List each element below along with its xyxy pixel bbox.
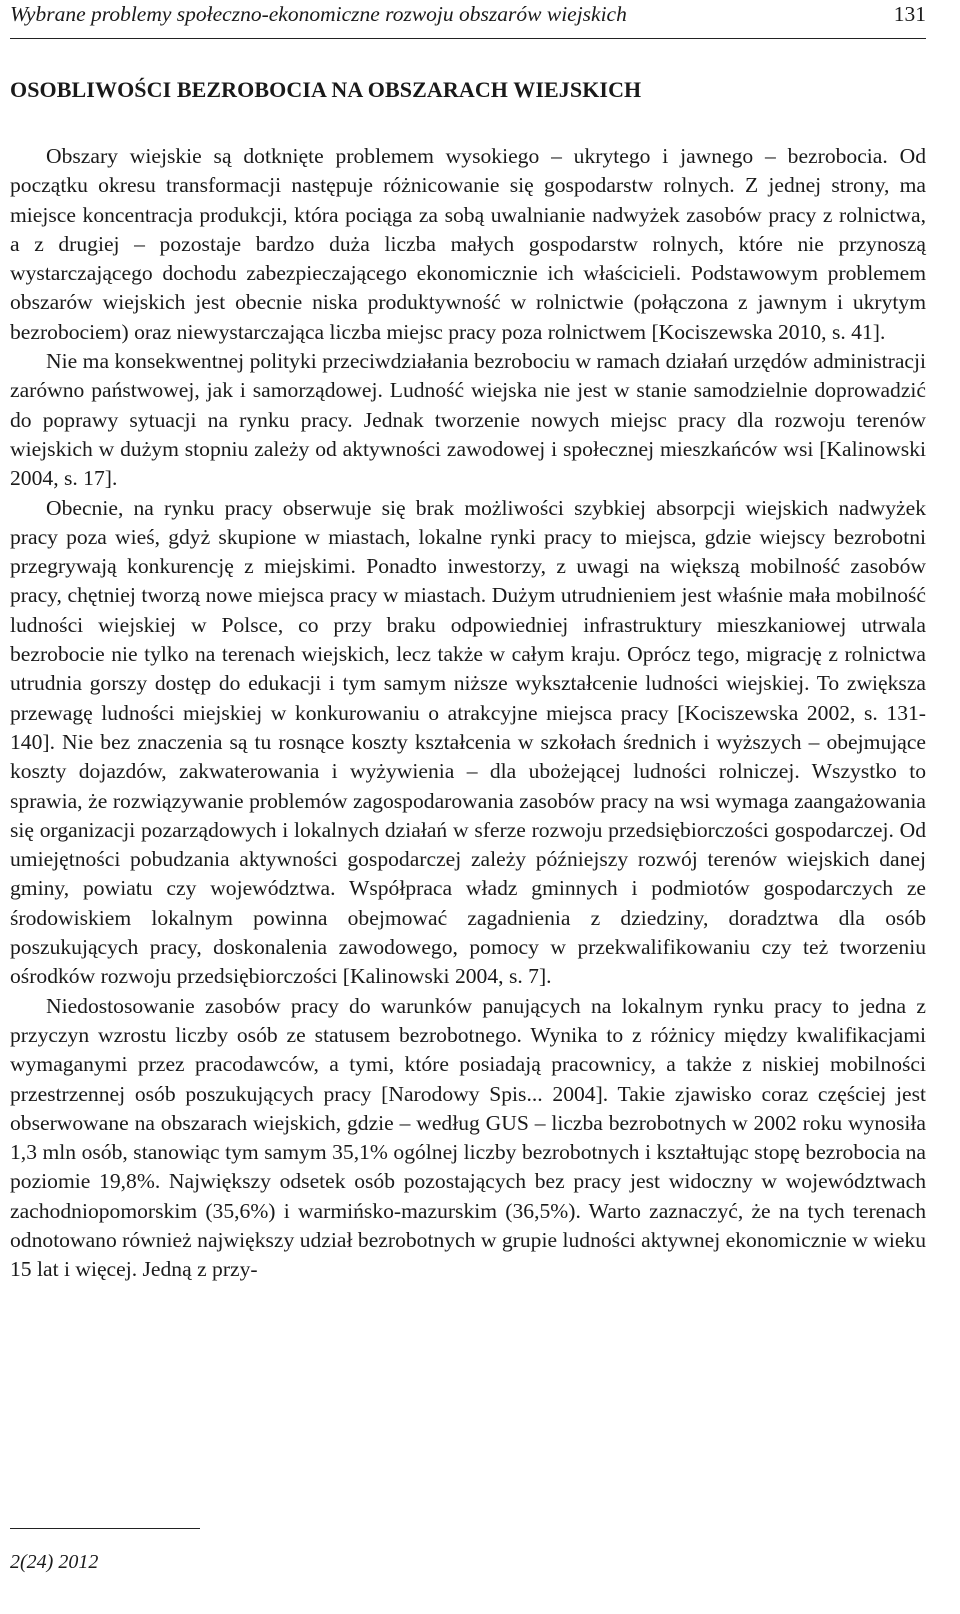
issue-number: 2(24) 2012 [10, 1551, 99, 1573]
page-footer [10, 1528, 926, 1574]
journal-page [10, 0, 926, 1614]
paragraph-4: Niedostosowanie zasobów pracy do warunków panujących na lokalnym rynku pracy to jedna z przyczyn wzrostu liczby osób ze statusem bezrobotnego. Wynika to z różnicy między kwalifikacjami wymaganymi przez pracodawców, a tymi, które posiadają pracownicy, a także z niskiej mobilności przestrzennej osób poszukujących pracy [Narodowy Spis... 2004]. Takie zjawisko coraz częściej jest obserwowane na obszarach wiejskich, gdzie – według GUS – liczba bezrobotnych w 2002 roku wynosiła 1,3 mln osób, stanowiąc tym samym 35,1% ogólnej liczby bezrobotnych i kształtując stopę bezrobocia na poziomie 19,8%. Największy odsetek osób pozostających bez pracy jest widoczny w województwach zachodniopomorskim (35,6%) i warmińsko-mazurskim (36,5%). Warto zaznaczyć, że na tych terenach odnotowano również największy udział bezrobotnych w grupie ludności aktywnej ekonomicznie w wieku 15 lat i więcej. Jedną z przy- [10, 993, 926, 1282]
paragraph-2: Nie ma konsekwentnej polityki przeciwdziałania bezrobociu w ramach działań urzędów administracji zarówno państwowej, jak i samorządowej. Ludność wiejska nie jest w stanie samodzielnie doprowadzić do poprawy sytuacji na rynku pracy. Jednak tworzenie nowych miejsc pracy dla rozwoju terenów wiejskich w dużym stopniu zależy od aktywności zawodowej i społecznej mieszkańców wsi [Kalinowski 2004, s. 17]. [10, 349, 926, 491]
journal-title: Wybrane problemy społeczno-ekonomiczne rozwoju obszarów wiejskich [10, 2, 627, 26]
running-header [10, 2, 926, 34]
paragraph-3: Obecnie, na rynku pracy obserwuje się brak możliwości szybkiej absorpcji wiejskich nadwyżek pracy poza wieś, gdyż skupione w miastach, lokalne rynki pracy to miejsca, gdzie wiejscy bezrobotni przegrywają konkurencję z miejskimi. Ponadto inwestorzy, z uwagi na większą mobilność zasobów pracy, chętniej tworzą nowe miejsca pracy w miastach. Dużym utrudnieniem jest właśnie mała mobilność ludności wiejskiej w Polsce, co przy braku odpowiedniej infrastruktury mieszkaniowej utrwala bezrobocie nie tylko na terenach wiejskich, lecz także w całym kraju. Oprócz tego, migrację z rolnictwa utrudnia gorszy dostęp do edukacji i tym samym niższe wykształcenie ludności wiejskiej. To zwiększa przewagę ludności miejskiej w konkurowaniu o atrakcyjne miejsca pracy [Kociszewska 2002, s. 131-140]. Nie bez znaczenia są tu rosnące koszty kształcenia w szkołach średnich i wyższych – obejmujące koszty dojazdów, zakwaterowania i wyżywienia – dla ubożejącej ludności rolniczej. Wszystko to sprawia, że rozwiązywanie problemów zagospodarowania zasobów pracy na wsi wymaga zaangażowania się organizacji pozarządowych i lokalnych działań w sferze rozwoju przedsiębiorczości gospodarczej. Od umiejętności pobudzania aktywności gospodarczej zależy późniejszy rozwój terenów wiejskich danej gminy, powiatu czy województwa. Współpraca władz gminnych i podmiotów gospodarczych ze środowiskiem lokalnym powinna obejmować zagadnienia z dziedziny, doradztwa dla osób poszukujących pracy, doskonalenia zawodowego, pomocy w przekwalifikowaniu czy też tworzeniu ośrodków rozwoju przedsiębiorczości [Kalinowski 2004, s. 7]. [10, 495, 926, 989]
page-number: 131 [893, 2, 926, 26]
section-title: OSOBLIWOŚCI BEZROBOCIA NA OBSZARACH WIEJSKICH [10, 77, 642, 102]
paragraph-1: Obszary wiejskie są dotknięte problemem wysokiego – ukrytego i jawnego – bezrobocia. Od początku okresu transformacji następuje różnicowanie się gospodarstw rolnych. Z jednej strony, ma miejsce koncentracja produkcji, która pociąga za sobą uwalnianie nadwyżek zasobów pracy z rolnictwa, a z drugiej – pozostaje bardzo duża liczba małych gospodarstw rolnych, które nie przynoszą wystarczającego dochodu zabezpieczającego ekonomicznie ich właścicieli. Podstawowym problemem obszarów wiejskich jest obecnie niska produktywność w rolnictwie (połączona z jawnym i ukrytym bezrobociem) oraz niewystarczająca liczba miejsc pracy poza rolnictwem [Kociszewska 2010, s. 41]. [10, 144, 926, 344]
article-body [10, 142, 926, 1285]
footer-rule [10, 1528, 200, 1529]
header-rule [10, 38, 926, 39]
